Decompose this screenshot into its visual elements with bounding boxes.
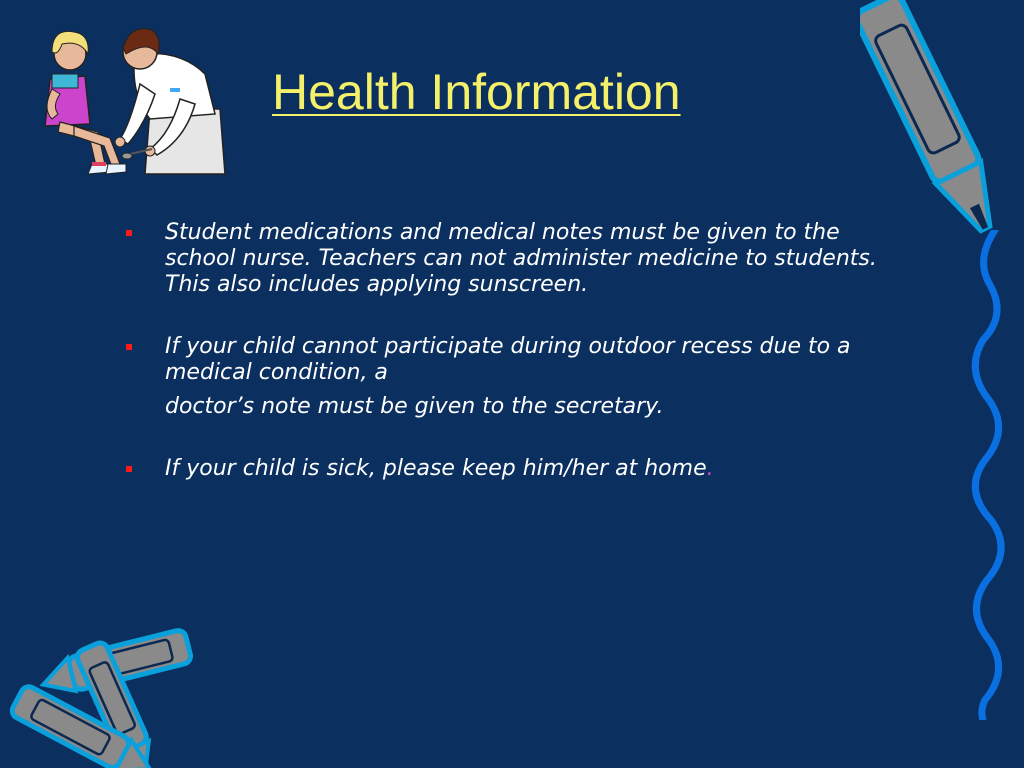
- bullet-item: [126, 334, 886, 420]
- bullet-continuation-text: doctor’s note must be given to the secretary.: [165, 394, 664, 419]
- bullet-item: [126, 456, 886, 482]
- bullet-text: If your child cannot participate during outdoor recess due to a medical condition, a: [165, 334, 851, 385]
- bullet-marker-icon: [126, 230, 132, 236]
- bullet-text: Student medications and medical notes must be given to the school nurse. Teachers can not administer medicine to students. This also includes applying sunscreen.: [165, 220, 877, 297]
- bullet-marker-icon: [126, 344, 132, 350]
- bullet-text: If your child is sick, please keep him/her at home: [165, 456, 707, 481]
- bullet-end-mark: .: [706, 456, 714, 481]
- bullet-list: [126, 220, 886, 482]
- crayon-top-right-icon: [860, 0, 1010, 250]
- crayons-bottom-left-icon: [0, 618, 210, 768]
- bullet-item: [126, 220, 886, 298]
- slide-title: Health Information: [272, 64, 681, 120]
- nurse-child-clipart: [30, 14, 230, 194]
- nurse-name-tag: [170, 88, 180, 92]
- squiggle-line-icon: [955, 230, 1015, 720]
- bullet-marker-icon: [126, 466, 132, 472]
